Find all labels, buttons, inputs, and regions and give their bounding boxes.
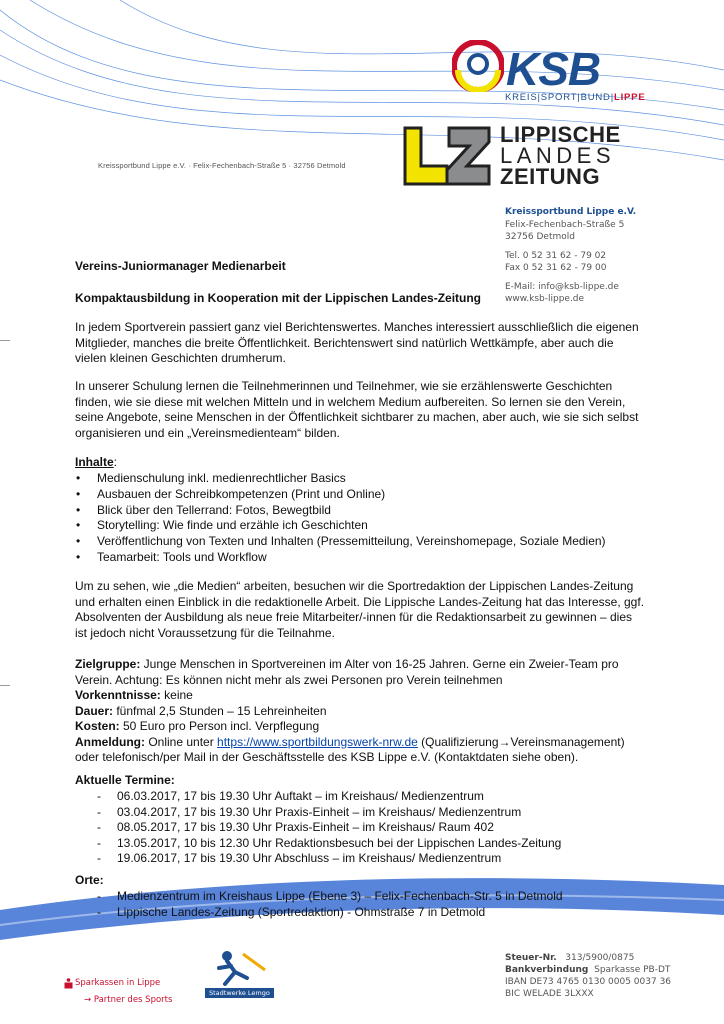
- sparkasse-tagline: → Partner des Sports: [84, 995, 173, 1005]
- list-item: - Medienzentrum im Kreishaus Lippe (Ebene 3) – Felix-Fechenbach-Str. 5 in Detmold: [97, 889, 563, 905]
- footer-bank-info: Steuer-Nr. 313/5900/0875 Bankverbindung Sparkasse PB-DT IBAN DE73 4765 0130 0005 0037 36 BIC WELADE 3LXXX: [505, 953, 672, 999]
- lz-emblem-icon: [401, 124, 493, 188]
- contact-street: Felix-Fechenbach-Straße 5: [505, 219, 625, 230]
- document-title: Vereins-Juniormanager Medienarbeit: [75, 259, 286, 273]
- sender-address-line: Kreissportbund Lippe e.V. · Felix-Fechenbach-Straße 5 · 32756 Detmold: [98, 161, 346, 170]
- medien-paragraph: Um zu sehen, wie „die Medien“ arbeiten, besuchen wir die Sportredaktion der Lippischen Landes-Zeitung und erhalten einen Einblick in die redaktionelle Arbeit. Die Lippische Landes-Zeitung hat das Interesse, ggf. Absolventen der Ausbildung als neue freie Mitarbeiter/-innen für die Redaktionsarbeit zu gewinnen – dies ist jedoch nicht Voraussetzung für die Teilnahme.: [75, 579, 645, 640]
- inhalte-list: [75, 471, 606, 566]
- list-item: - 06.03.2017, 17 bis 19.30 Uhr Auftakt – im Kreishaus/ Medienzentrum: [97, 789, 561, 805]
- contact-org: Kreissportbund Lippe e.V.: [505, 207, 637, 217]
- ksb-logo-subtitle: KREIS|SPORT|BUND|LIPPE: [505, 92, 646, 103]
- list-item: • Blick über den Tellerrand: Fotos, Bewegtbild: [75, 503, 606, 519]
- contact-web: www.ksb-lippe.de: [505, 294, 585, 304]
- document-subtitle: Kompaktausbildung in Kooperation mit der Lippischen Landes-Zeitung: [75, 291, 482, 305]
- list-item: - 13.05.2017, 10 bis 12.30 Uhr Redaktionsbesuch bei der Lippischen Landes-Zeitung: [97, 836, 561, 852]
- registration-link[interactable]: https://www.sportbildungswerk-nrw.de: [217, 734, 418, 749]
- contact-tel: Tel. 0 52 31 62 - 79 02: [505, 250, 607, 261]
- stadtwerke-logo-text: Stadtwerke Lemgo: [205, 988, 274, 998]
- list-item: - Lippische Landes-Zeitung (Sportredaktion) - Ohmstraße 7 in Detmold: [97, 905, 563, 921]
- contact-email: E-Mail: info@ksb-lippe.de: [505, 281, 619, 292]
- ksb-logo-text: KSB: [506, 43, 601, 95]
- kosten: Kosten: 50 Euro pro Person incl. Verpflegung: [75, 719, 320, 733]
- list-item: • Veröffentlichung von Texten und Inhalten (Pressemitteilung, Vereinshomepage, Soziale Medien): [75, 534, 606, 550]
- contact-block: [505, 206, 636, 306]
- sparkasse-logo-icon: [64, 978, 73, 989]
- termine-list: [97, 789, 561, 867]
- dauer: Dauer: fünfmal 2,5 Stunden – 15 Lehreinheiten: [75, 703, 327, 718]
- list-item: - 08.05.2017, 17 bis 19.30 Uhr Praxis-Einheit – im Kreishaus/ Raum 402: [97, 820, 561, 836]
- list-item: • Ausbauen der Schreibkompetenzen (Print und Online): [75, 487, 606, 503]
- orte-heading: Orte:: [75, 873, 104, 887]
- intro-paragraph: In jedem Sportverein passiert ganz viel Berichtenswertes. Manches interessiert ausschließlich die eigenen Mitglieder, manches die breite Öffentlichkeit. Berichtenswert sind natürlich Wettkämpfe, aber auch die vielen kleinen Geschichten drumherum.: [75, 320, 639, 365]
- anmeldung: Anmeldung: Online unter https://www.sportbildungswerk-nrw.de (Qualifizierung→Vereinsmanagement) oder telefonisch/per Mail in der Geschäftsstelle des KSB Lippe e.V. (Kontaktdaten siehe oben).: [75, 734, 625, 764]
- list-item: - 03.04.2017, 17 bis 19.30 Uhr Praxis-Einheit – im Kreishaus/ Medienzentrum: [97, 805, 561, 821]
- zielgruppe: Zielgruppe: Junge Menschen in Sportvereinen im Alter von 16-25 Jahren. Gerne ein Zweier-Team pro Verein. Achtung: Es können nicht mehr als zwei Personen pro Verein teilnehmen: [75, 657, 619, 687]
- list-item: - 19.06.2017, 17 bis 19.30 Uhr Abschluss – im Kreishaus/ Medienzentrum: [97, 851, 561, 867]
- termine-heading: Aktuelle Termine:: [75, 773, 175, 787]
- details-block: [75, 657, 647, 766]
- fold-mark: [0, 685, 10, 686]
- orte-list: [97, 889, 563, 920]
- list-item: • Storytelling: Wie finde und erzähle ich Geschichten: [75, 518, 606, 534]
- stadtwerke-figure-icon: [213, 948, 273, 988]
- inhalte-heading: Inhalte:: [75, 455, 118, 469]
- contact-fax: Fax 0 52 31 62 - 79 00: [505, 263, 607, 273]
- contact-city: 32756 Detmold: [505, 232, 575, 242]
- list-item: • Teamarbeit: Tools und Workflow: [75, 550, 606, 566]
- list-item: • Medienschulung inkl. medienrechtlicher Basics: [75, 471, 606, 487]
- fold-mark: [0, 340, 10, 341]
- vorkenntnisse: Vorkenntnisse: keine: [75, 688, 193, 702]
- sparkasse-text: Sparkassen in Lippe: [75, 978, 161, 988]
- schulung-paragraph: In unserer Schulung lernen die Teilnehmerinnen und Teilnehmer, wie sie erzählenswerte Geschichten finden, wie sie diese mit welchen Mitteln und in welchem Medium aufbereiten. So lernen sie den Verein, seine Angebote, seine Menschen in der Öffentlichkeit sichtbarer zu machen, aber auch, wie sie sich selbst organisieren und ein „Vereinsmedienteam“ bilden.: [75, 379, 639, 440]
- lz-logo-text: LIPPISCHE LANDES ZEITUNG: [500, 122, 621, 189]
- ksb-emblem-icon: [452, 40, 504, 92]
